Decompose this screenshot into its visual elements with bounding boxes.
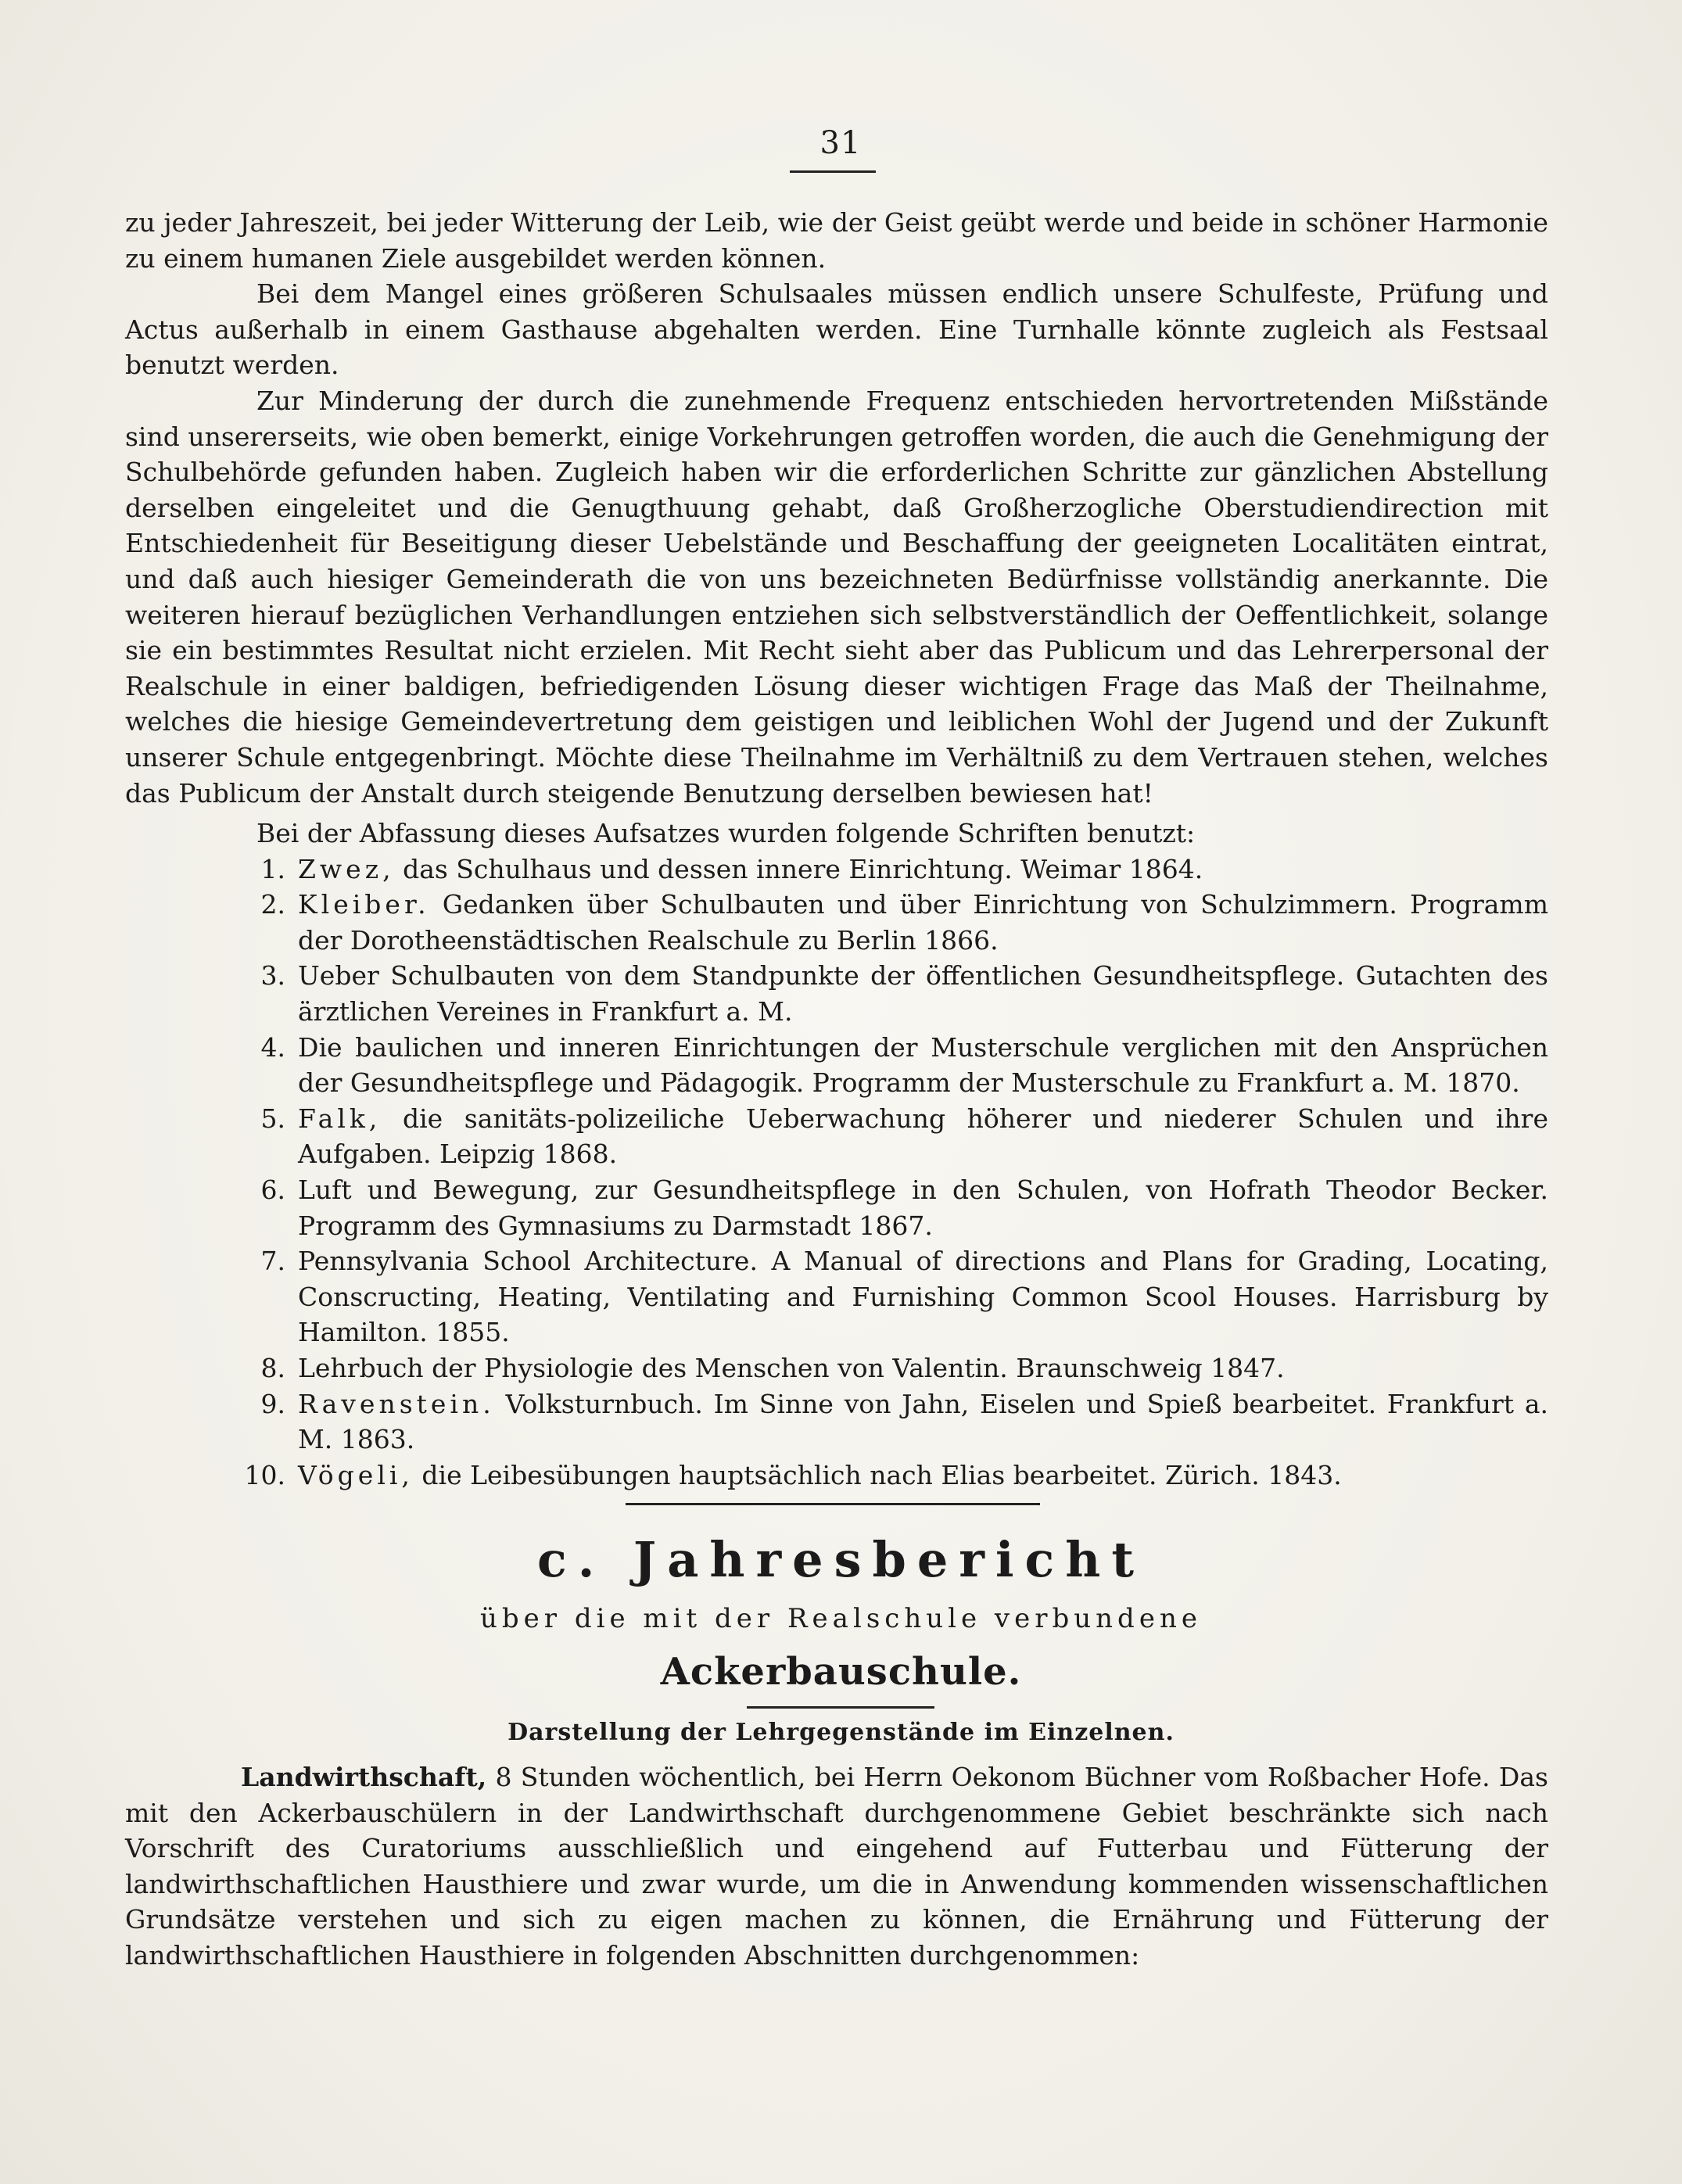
heading-divider xyxy=(747,1706,934,1709)
sources-intro: Bei der Abfassung dieses Aufsatzes wurden folgende Schriften benutzt: xyxy=(256,818,1196,848)
body-text xyxy=(125,205,1548,811)
list-number: 9. xyxy=(260,1388,285,1419)
list-number: 7. xyxy=(260,1246,285,1277)
paragraph: Zur Minderung der durch die zunehmende Frequenz entschieden hervortretenden Mißstände sind unsererseits, wie oben bemerkt, einige Vorkehrungen getroffen worden, die auch die Genehmigung der Schulbehörde gefunden haben. Zugleich haben wir die erforderlichen Schritte zur gänzlichen Abstellung derselben eingeleitet und die Genugthuung gehabt, daß Großherzogliche Oberstudiendirection mit Entschiedenheit für Beseitigung dieser Uebelstände und Beschaffung der geeigneten Localitäten eintrat, und daß auch hiesiger Gemeinderath die von uns bezeichneten Bedürfnisse vollständig anerkannte. Die weiteren hierauf bezüglichen Verhandlungen entziehen sich selbstverständlich der Oeffentlichkeit, solange sie ein bestimmtes Resultat nicht erzielen. Mit Recht sieht aber das Publicum und das Lehrerpersonal der Realschule in einer baldigen, befriedigenden Lösung dieser wichtigen Frage das Maß der Theilnahme, welches die hiesige Gemeindevertretung dem geistigen und leiblichen Wohl der Jugend und der Zukunft unserer Schule entgegenbringt. Möchte diese Theilnahme im Verhältniß zu dem Vertrauen stehen, welches das Publicum der Anstalt durch steigende Benutzung derselben bewiesen hat! xyxy=(125,385,1548,809)
list-number: 5. xyxy=(260,1103,285,1134)
source-author: Vögeli, xyxy=(298,1459,414,1490)
subject-paragraph xyxy=(125,1759,1548,1974)
report-title: c. Jahresbericht xyxy=(536,1531,1145,1588)
source-text: die sanitäts-polizeiliche Ueberwachung höherer und niederer Schulen und ihre Aufgaben. Leipzig 1868. xyxy=(298,1103,1548,1170)
subject-name: Landwirthschaft, xyxy=(241,1762,487,1792)
report-school-name: Ackerbauschule. xyxy=(660,1650,1022,1694)
paragraph: Bei dem Mangel eines größeren Schulsaales müssen endlich unsere Schulfeste, Prüfung und Actus außerhalb in einem Gasthause abgehalten werden. Eine Turnhalle könnte zugleich als Festsaal benutzt werden. xyxy=(125,278,1548,381)
source-author: Kleiber. xyxy=(298,889,430,920)
source-text: Luft und Bewegung, zur Gesundheitspflege in den Schulen, von Hofrath Theodor Becker. Programm des Gymnasiums zu Darmstadt 1867. xyxy=(298,1174,1548,1241)
list-item xyxy=(125,1350,1548,1386)
list-number: 1. xyxy=(260,853,285,884)
list-item xyxy=(125,1458,1548,1494)
source-text: die Leibesübungen hauptsächlich nach Elias bearbeitet. Zürich. 1843. xyxy=(413,1459,1342,1490)
list-number: 4. xyxy=(260,1031,285,1063)
page-number: 31 xyxy=(819,125,862,161)
list-item xyxy=(125,1030,1548,1101)
report-subtitle: über die mit der Realschule verbundene xyxy=(480,1603,1202,1634)
list-item xyxy=(125,1101,1548,1172)
list-number: 6. xyxy=(260,1174,285,1205)
list-number: 10. xyxy=(244,1459,285,1490)
list-item xyxy=(125,1243,1548,1350)
source-text: Pennsylvania School Architecture. A Manual of directions and Plans for Grading, Locating, Conscructing, Heating, Ventilating and Furnishing Common Scool Houses. Harrisburg by Hamilton. 1855. xyxy=(298,1246,1548,1348)
subject-text: 8 Stunden wöchentlich, bei Herrn Oekonom Büchner vom Roßbacher Hofe. Das mit den Ackerbauschülern in der Landwirthschaft durchgenommene Gebiet beschränkte sich nach Vorschrift des Curatoriums ausschließlich und eingehend auf Futterbau und Fütterung der landwirthschaftlichen Hausthiere und zwar wurde, um die in Anwendung kommenden wissenschaftlichen Grundsätze verstehen und sich zu eigen machen zu können, die Ernährung und Fütterung der landwirthschaftlichen Hausthiere in folgenden Abschnitten durchgenommen: xyxy=(125,1762,1548,1971)
page-number-rule xyxy=(790,170,876,173)
list-number: 8. xyxy=(260,1352,285,1383)
source-author: Zwez, xyxy=(298,853,395,884)
source-text: Die baulichen und inneren Einrichtungen der Musterschule verglichen mit den Ansprüchen der Gesundheitspflege und Pädagogik. Programm der Musterschule zu Frankfurt a. M. 1870. xyxy=(298,1031,1548,1099)
source-text: Ueber Schulbauten von dem Standpunkte der öffentlichen Gesundheitspflege. Gutachten des ärztlichen Vereines in Frankfurt a. M. xyxy=(298,960,1548,1027)
list-item xyxy=(125,958,1548,1029)
list-number: 3. xyxy=(260,960,285,992)
list-item xyxy=(125,1386,1548,1458)
list-item xyxy=(125,1172,1548,1243)
section-heading: Darstellung der Lehrgegenstände im Einzelnen. xyxy=(507,1719,1175,1746)
list-item xyxy=(125,887,1548,958)
list-number: 2. xyxy=(260,889,285,920)
list-item xyxy=(125,852,1548,888)
source-text: das Schulhaus und dessen innere Einrichtung. Weimar 1864. xyxy=(394,853,1203,884)
source-author: Falk, xyxy=(298,1103,382,1134)
source-author: Ravenstein. xyxy=(298,1388,495,1419)
source-text: Lehrbuch der Physiologie des Menschen von Valentin. Braunschweig 1847. xyxy=(298,1352,1285,1383)
source-text: Volksturnbuch. Im Sinne von Jahn, Eiselen und Spieß bearbeitet. Frankfurt a. M. 1863. xyxy=(298,1388,1548,1455)
section-divider xyxy=(626,1503,1040,1505)
source-text: Gedanken über Schulbauten und über Einrichtung von Schulzimmern. Programm der Dorotheenstädtischen Realschule zu Berlin 1866. xyxy=(298,889,1548,956)
paragraph: zu jeder Jahreszeit, bei jeder Witterung der Leib, wie der Geist geübt werde und beide in schöner Harmonie zu einem humanen Ziele ausgebildet werden können. xyxy=(125,207,1548,274)
sources-list xyxy=(125,816,1548,1493)
